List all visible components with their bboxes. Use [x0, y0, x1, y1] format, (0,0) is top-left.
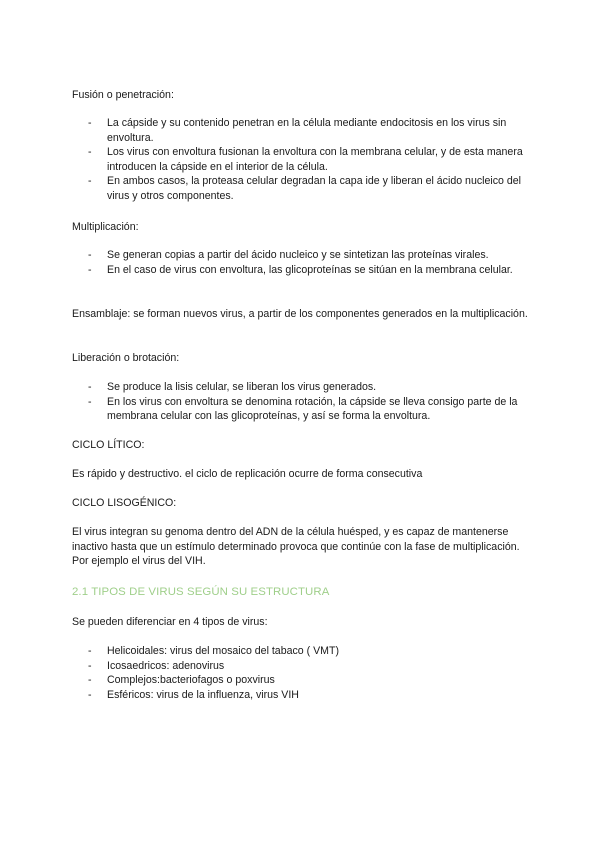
list-item: - Esféricos: virus de la influenza, virus VIH: [88, 688, 538, 703]
tipos-intro: Se pueden diferenciar en 4 tipos de virus:: [72, 616, 268, 628]
list-item: - En ambos casos, la proteasa celular degradan la capa ide y liberan el ácido nucleico del virus y otros componentes.: [88, 174, 538, 203]
ensamblaje-paragraph: Ensamblaje: se forman nuevos virus, a partir de los componentes generados en la multiplicación.: [72, 308, 528, 320]
ciclo-lisogenico-paragraph: El virus integran su genoma dentro del ADN de la célula huésped, y es capaz de mantenerse inactivo hasta que un estímulo determinado provoca que continúe con la fase de multiplicación. Por ejemplo el virus del VIH.: [72, 526, 520, 568]
fusion-list: [88, 116, 538, 204]
liberacion-title: Liberación o brotación:: [72, 352, 180, 364]
tipos-list: [88, 644, 538, 702]
multiplicacion-list: [88, 248, 538, 277]
list-item: - Helicoidales: virus del mosaico del tabaco ( VMT): [88, 644, 538, 659]
list-item: - Los virus con envoltura fusionan la envoltura con la membrana celular, y de esta manera introducen la cápside en el interior de la célula.: [88, 145, 538, 174]
list-item: - Se generan copias a partir del ácido nucleico y se sintetizan las proteínas virales.: [88, 248, 538, 263]
liberacion-list: [88, 380, 538, 424]
list-item: - Icosaedricos: adenovirus: [88, 659, 538, 674]
list-item: - Se produce la lisis celular, se liberan los virus generados.: [88, 380, 538, 395]
fusion-title: Fusión o penetración:: [72, 89, 174, 101]
multiplicacion-title: Multiplicación:: [72, 221, 139, 233]
list-item: - La cápside y su contenido penetran en la célula mediante endocitosis en los virus sin envoltura.: [88, 116, 538, 145]
ciclo-litico-paragraph: Es rápido y destructivo. el ciclo de replicación ocurre de forma consecutiva: [72, 468, 423, 480]
list-item: - En los virus con envoltura se denomina rotación, la cápside se lleva consigo parte de la membrana celular con las glicoproteínas, y así se forma la envoltura.: [88, 395, 538, 424]
list-item: - En el caso de virus con envoltura, las glicoproteínas se sitúan en la membrana celular.: [88, 263, 538, 278]
ciclo-litico-title: CICLO LÍTICO:: [72, 439, 145, 451]
ciclo-lisogenico-title: CICLO LISOGÉNICO:: [72, 497, 177, 509]
list-item: - Complejos:bacteriofagos o poxvirus: [88, 673, 538, 688]
section-heading: 2.1 TIPOS DE VIRUS SEGÚN SU ESTRUCTURA: [72, 586, 330, 598]
